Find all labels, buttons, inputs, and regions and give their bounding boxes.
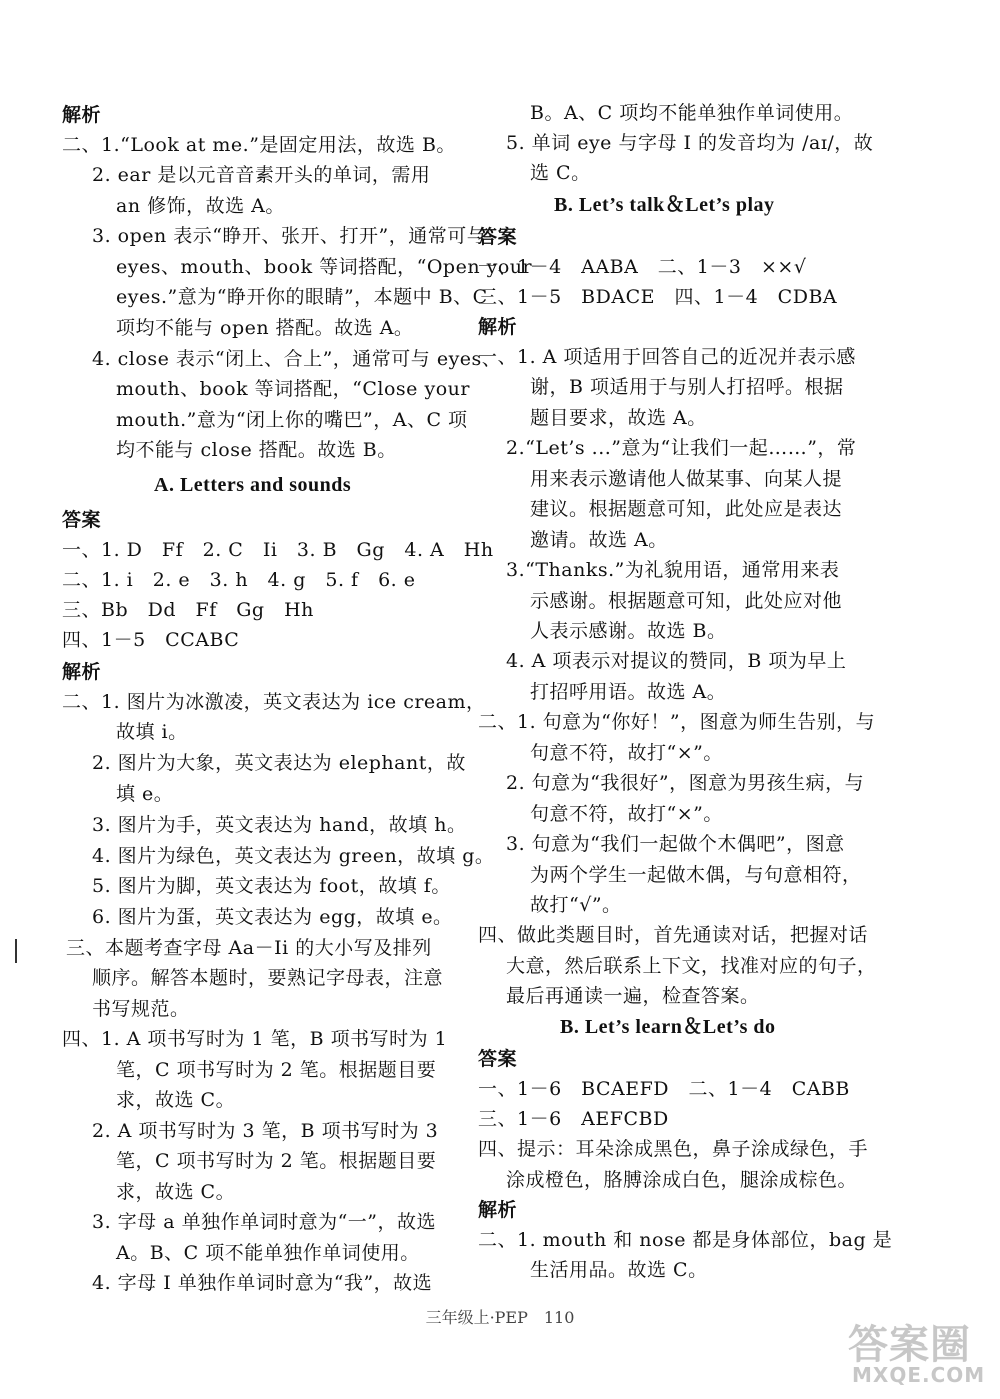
text-line: 4. A 项表示对提议的赞同，B 项为早上 <box>506 650 847 672</box>
text-line: 句意不符，故打“×”。 <box>530 803 723 825</box>
text-line: 示感谢。根据题意可知，此处应对他 <box>530 590 843 612</box>
text-line: 四、1. A 项书写时为 1 笔，B 项书写时为 1 <box>62 1028 448 1050</box>
text-line: 5. 单词 eye 与字母 I 的发音均为 /aɪ/，故 <box>506 132 874 154</box>
text-line: 3.“Thanks.”为礼貌用语，通常用来表 <box>506 559 840 581</box>
text-line: 最后再通读一遍，检查答案。 <box>506 985 760 1007</box>
text-line: 故打“√”。 <box>530 894 622 916</box>
watermark-text: 答案圈 <box>848 1322 971 1368</box>
text-line: eyes.”意为“睁开你的眼睛”，本题中 B、C <box>116 286 488 308</box>
text-line: 邀请。故选 A。 <box>530 529 668 551</box>
text-line: 打招呼用语。故选 A。 <box>530 681 727 703</box>
text-line: 二、1. 图片为冰激凌，英文表达为 ice cream， <box>62 691 486 713</box>
text-line: 3. 字母 a 单独作单词时意为“一”，故选 <box>92 1211 437 1233</box>
text-line: 4. 图片为绿色，英文表达为 green，故填 g。 <box>92 845 495 867</box>
text-line: 一、1. A 项适用于回答自己的近况并表示感 <box>478 346 856 368</box>
section-heading: B. Let’s talk＆Let’s play <box>554 194 775 216</box>
section-label: 解析 <box>62 661 102 683</box>
text-line: eyes、mouth、book 等词搭配，“Open your <box>116 256 533 278</box>
text-line: an 修饰，故选 A。 <box>116 195 285 217</box>
section-label: 答案 <box>478 226 518 248</box>
text-line: 四、做此类题目时，首先通读对话，把握对话 <box>478 924 869 946</box>
text-line: 三、1－5 BDACE 四、1－4 CDBA <box>478 286 838 308</box>
text-line: 四、提示：耳朵涂成黑色，鼻子涂成绿色，手 <box>478 1138 869 1160</box>
text-line: 4. close 表示“闭上、合上”，通常可与 eyes、 <box>92 348 502 370</box>
watermark-logo <box>842 1313 986 1391</box>
text-line: 人表示感谢。故选 B。 <box>530 620 727 642</box>
text-line: 2. 图片为大象，英文表达为 elephant，故 <box>92 752 466 774</box>
text-line: 5. 图片为脚，英文表达为 foot，故填 f。 <box>92 875 451 897</box>
text-line: 2. A 项书写时为 3 笔，B 项书写时为 3 <box>92 1120 439 1142</box>
text-line: 用来表示邀请他人做某事、向某人提 <box>530 468 843 490</box>
text-line: 求，故选 C。 <box>116 1089 236 1111</box>
text-line: 顺序。解答本题时，要熟记字母表，注意 <box>92 967 444 989</box>
section-heading: B. Let’s learn＆Let’s do <box>560 1016 776 1038</box>
text-line: 二、1. i 2. e 3. h 4. g 5. f 6. e <box>62 569 416 591</box>
text-line: 二、1.“Look at me.”是固定用法，故选 B。 <box>62 134 456 156</box>
text-line: 书写规范。 <box>92 998 190 1020</box>
text-line: 2. 句意为“我很好”，图意为男孩生病，与 <box>506 772 865 794</box>
text-line: 2. ear 是以元音音素开头的单词，需用 <box>92 164 431 186</box>
text-line: 生活用品。故选 C。 <box>530 1259 708 1281</box>
text-line: 一、1. D Ff 2. C Ii 3. B Gg 4. A Hh <box>62 539 494 561</box>
section-label: 解析 <box>478 316 518 338</box>
section-heading: A. Letters and sounds <box>154 474 352 496</box>
text-line: B。A、C 项均不能单独作单词使用。 <box>530 102 854 124</box>
scan-edge-mark <box>15 939 17 963</box>
section-label: 答案 <box>478 1048 518 1070</box>
text-line: 3. 图片为手，英文表达为 hand，故填 h。 <box>92 814 467 836</box>
text-line: 三、本题考查字母 Aa－Ii 的大小写及排列 <box>66 937 432 959</box>
text-line: 建议。根据题意可知，此处应是表达 <box>530 498 843 520</box>
text-line: A。B、C 项不能单独作单词使用。 <box>116 1242 420 1264</box>
text-line: 一、1－6 BCAEFD 二、1－4 CABB <box>478 1078 850 1100</box>
text-line: 题目要求，故选 A。 <box>530 407 707 429</box>
text-line: 二、1. 句意为“你好！”，图意为师生告别，与 <box>478 711 876 733</box>
text-line: 3. 句意为“我们一起做个木偶吧”，图意 <box>506 833 845 855</box>
text-line: 三、1－6 AEFCBD <box>478 1108 669 1130</box>
text-line: 项均不能与 open 搭配。故选 A。 <box>116 317 414 339</box>
text-line: 为两个学生一起做木偶，与句意相符， <box>530 864 862 886</box>
text-line: 6. 图片为蛋，英文表达为 egg，故填 e。 <box>92 906 453 928</box>
text-line: 故填 i。 <box>116 721 188 743</box>
section-label: 解析 <box>62 104 102 126</box>
text-line: mouth.”意为“闭上你的嘴巴”，A、C 项 <box>116 409 468 431</box>
text-line: 大意，然后联系上下文，找准对应的句子， <box>506 955 877 977</box>
text-line: 涂成橙色，胳膊涂成白色，腿涂成棕色。 <box>506 1169 858 1191</box>
text-line: 四、1－5 CCABC <box>62 629 240 651</box>
section-label: 答案 <box>62 509 102 531</box>
watermark-url: MXQE.COM <box>852 1363 986 1387</box>
text-line: 一、1－4 AABA 二、1－3 ××√ <box>478 256 807 278</box>
text-line: 谢，B 项适用于与别人打招呼。根据 <box>530 376 844 398</box>
text-line: 句意不符，故打“×”。 <box>530 742 723 764</box>
text-line: 求，故选 C。 <box>116 1181 236 1203</box>
text-line: mouth、book 等词搭配，“Close your <box>116 378 470 400</box>
text-line: 笔，C 项书写时为 2 笔。根据题目要 <box>116 1059 437 1081</box>
section-label: 解析 <box>478 1199 518 1221</box>
text-line: 4. 字母 I 单独作单词时意为“我”，故选 <box>92 1272 433 1294</box>
text-line: 二、1. mouth 和 nose 都是身体部位，bag 是 <box>478 1229 893 1251</box>
text-line: 选 C。 <box>530 162 591 184</box>
text-line: 三、Bb Dd Ff Gg Hh <box>62 599 314 621</box>
text-line: 填 e。 <box>116 783 174 805</box>
text-line: 笔，C 项书写时为 2 笔。根据题目要 <box>116 1150 437 1172</box>
text-line: 均不能与 close 搭配。故选 B。 <box>116 439 397 461</box>
page-footer: 三年级上·PEP 110 <box>425 1308 575 1327</box>
text-line: 3. open 表示“睁开、张开、打开”，通常可与 <box>92 225 487 247</box>
text-line: 2.“Let’s ...”意为“让我们一起……”，常 <box>506 437 857 459</box>
